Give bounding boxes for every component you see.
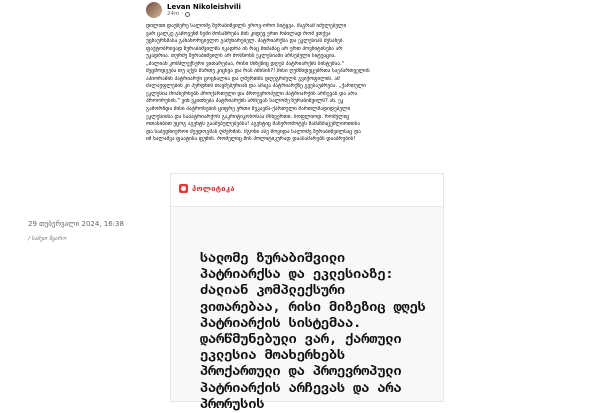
post-body-line: პროორუსის." ვინ ვკითხება პატრიარქის არჩევას სალომე ზურაბიშვილს? ან. ეკ [146, 98, 344, 105]
post-body-line: შეცმოდგება თუ აქეს მართე კიცხვა და რას იმისის?! მისი ღუმმიდეცებრთა საეპართველის [146, 68, 370, 75]
headline-line: დარწმუნებული ვარ, ქართული [200, 332, 402, 348]
headline-line: პატრიარქის სისტემაა. [200, 315, 362, 331]
card-header [171, 174, 443, 207]
post-time[interactable]: 24m [167, 10, 180, 17]
headline-line: პატრიარქის არჩევას და არა [200, 380, 402, 396]
post-body-line: და საბედნიეროი შეუდოგმას ღმერმის. მგონი ასე მოვიდა სალომე ზურაბიშვილსაც და [146, 128, 361, 135]
post-body-line: „ძალიან კომპლექსური ვითარებაა, რისი მიზეზიც დღეს პატრიარქის სისტემაა." [146, 60, 344, 67]
post-body-line: აპიორაშის პატრიარქი ცოცხალია და ღმერთმა დღეგრძელს გვიქოფილის. ამ [146, 75, 340, 82]
article-date: 29 თებერვალი 2024, 16:38 [28, 220, 124, 228]
post-body-line: იმ ნალაშვა ფაატისა ფუმის. რომელიც მის პოლიტიკურად დაასამარებს დააბრების! [146, 136, 356, 143]
post-body-line: დილით დაუწერე სალომე ზურაბიშვილს ეროვ-ორო სიტყვა. მაგრამ იძულებული [146, 23, 347, 29]
globe-icon [185, 12, 190, 17]
headline-line: პატრიარქსა და ეკლესიაზე: [200, 267, 394, 283]
brand[interactable] [179, 184, 235, 193]
post-body-line: ფაქტობრივად ზურაბიშვილმა იკადრა ის რაც მიშამაც არ ერთ პოვჩიტისენა არ [146, 45, 343, 52]
brand-name: პოლიტიკა [192, 184, 235, 193]
headline-line: პრორუსის [200, 396, 265, 412]
post-body-line: ვარ ცალკე გამოვეხმ ჩემი მოსაზრება მის კიდევ ერთ რბილად რომ ვთქვა [146, 30, 331, 37]
author-name[interactable]: Levan Nikoleishvili [167, 2, 241, 11]
post-meta: 24m · [167, 11, 241, 18]
headline-line: სალომე ზურაბიშვილი [200, 251, 346, 266]
post-body-line: ოთასიბით უცოგ აგენტს გაამებულებებსა! აგენტიც მაჩერომოტეს მამაზმაცემლიოთისა [146, 121, 361, 128]
headline-line: ეკლესია მოახერხებს [200, 348, 346, 364]
article-source: / სამეთ წყარო [28, 236, 67, 242]
post-body-line: ეკლესია მოახერხებს პროქართული და პროევროპული პატრიარქის არჩევას და არა [146, 90, 358, 97]
post-body-line: ძალაუფლების კი ჰურდნის თავმებურიან და ამაცა პატრიარქზე გვესაუბრება. „ქართული [146, 83, 366, 90]
post-body-line: უცნაურსმასა განახორციელო გამუხარებელ. პატრიარქსა და ეკლესიას შესახებ. [146, 38, 345, 45]
post-body [146, 23, 450, 144]
author-block [167, 3, 241, 18]
headline-line: ვითარებაა, რისი მიზეზიც დღეს [200, 299, 426, 315]
post-body-line: გამორჩდა მისი პატრონების ციფრე ერთი შეკავშა-ქართული მართლმადიდებელი [146, 106, 351, 113]
post-body-line: ეკლესიისა და საპატრიარქოს გაკრიტიკოსოსაა მსხვერთი. სოფლიოდ. რომელიც [146, 113, 350, 120]
brand-logo-icon [179, 184, 188, 193]
article-headline [200, 251, 426, 413]
headline-line: ძალიან კომპლექსური [200, 283, 346, 299]
post-header [146, 2, 241, 18]
avatar[interactable] [146, 2, 162, 18]
post-body-line: უკადრია. თურმე ზურაბიშვილს არ მოსწონს ეკლესიაში არსებული სიტუაცია. [146, 53, 336, 60]
headline-line: პროქართული და პროევროპული [200, 364, 402, 380]
